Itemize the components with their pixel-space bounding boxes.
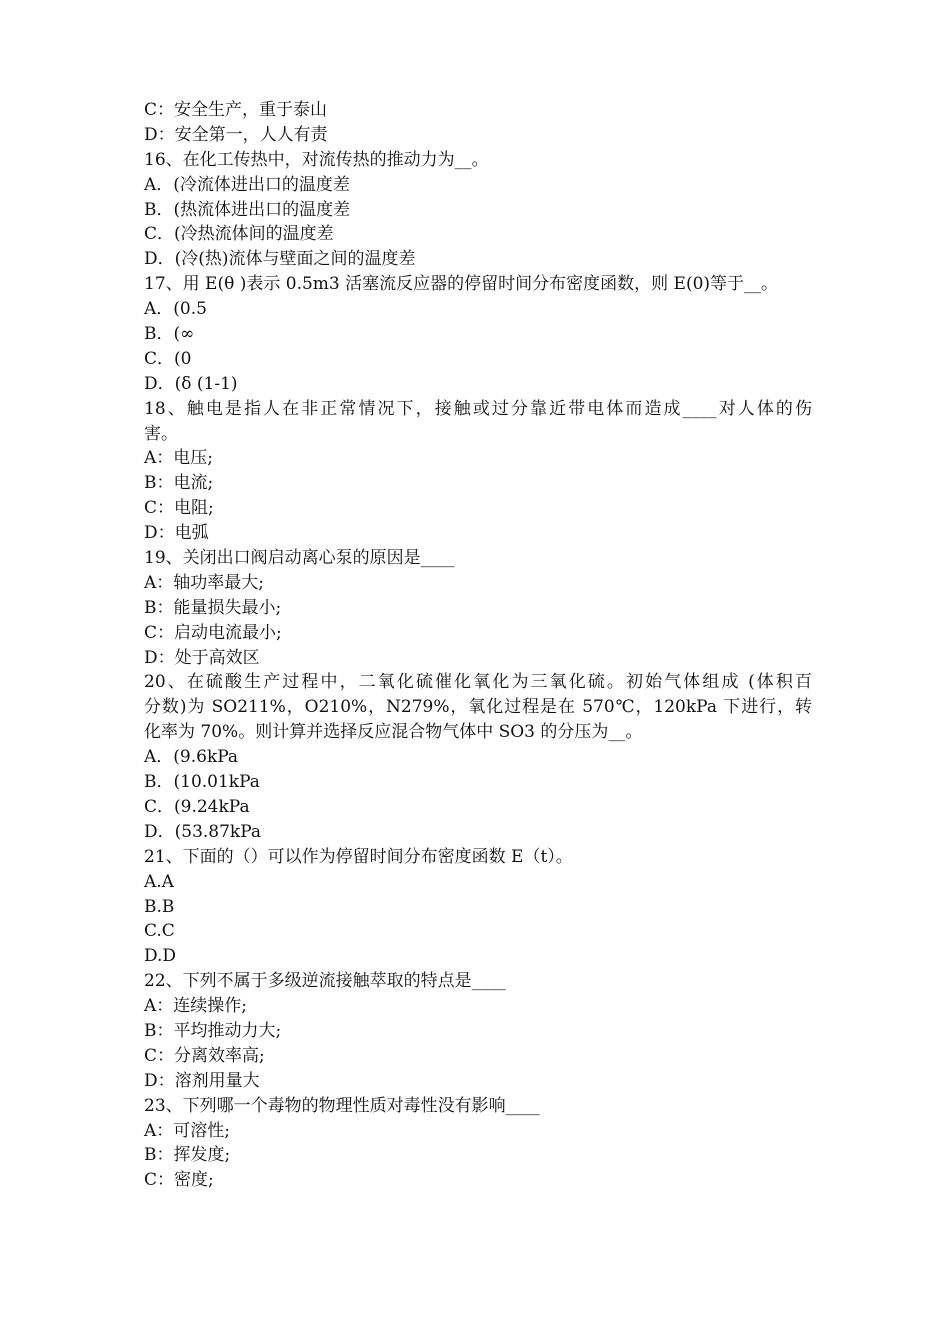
question-18-line-1: 18、触电是指人在非正常情况下，接触或过分靠近带电体而造成____对人体的伤 [144,398,812,419]
question-20-line-2: 分数)为 SO211%，O210%，N279%，氧化过程是在 570℃，120kPa 下进行，转 [144,697,812,718]
option-a-q22: A：连续操作; [144,996,248,1017]
option-b-q20: B．(10.01kPa [144,772,260,793]
option-d-q20: D．(53.87kPa [144,821,262,842]
question-18-line-2: 害。 [144,423,178,444]
option-b-q23: B：挥发度; [144,1145,231,1166]
document-page [144,98,812,1193]
question-19: 19、关闭出口阀启动离心泵的原因是____ [144,548,455,569]
option-c-q15: C：安全生产，重于泰山 [144,100,328,120]
option-b-q18: B：电流; [144,473,214,494]
question-20-line-1: 20、在硫酸生产过程中，二氧化硫催化氧化为三氧化硫。初始气体组成 (体积百 [144,672,812,693]
option-a-q17: A．(0.5 [144,299,207,320]
option-b-q16: B．(热流体进出口的温度差 [144,199,351,220]
option-c-q17: C．(0 [144,348,192,369]
option-c-q19: C：启动电流最小; [144,622,282,643]
option-d-q16: D．(冷(热)流体与壁面之间的温度差 [144,249,416,270]
option-d-q17: D．(δ (1-1) [144,373,238,394]
question-21: 21、下面的（）可以作为停留时间分布密度函数 E（t）。 [144,846,573,867]
option-b-q21: B.B [144,896,175,917]
option-c-q16: C．(冷热流体间的温度差 [144,224,334,245]
option-d-q19: D：处于高效区 [144,647,260,668]
option-a-q19: A：轴功率最大; [144,572,265,593]
option-c-q22: C：分离效率高; [144,1045,265,1066]
option-d-q15: D：安全第一，人人有责 [144,124,328,145]
option-a-q20: A．(9.6kPa [144,747,239,768]
option-a-q21: A.A [144,871,174,892]
option-c-q18: C：电阻; [144,498,214,519]
option-b-q17: B．(∞ [144,324,195,345]
option-a-q16: A．(冷流体进出口的温度差 [144,174,350,195]
question-17: 17、用 E(θ )表示 0.5m3 活塞流反应器的停留时间分布密度函数，则 E(0)等于__。 [144,274,779,295]
question-20-line-3: 化率为 70%。则计算并选择反应混合物气体中 SO3 的分压为__。 [144,722,643,743]
option-d-q21: D.D [144,946,177,967]
option-c-q21: C.C [144,921,175,942]
option-a-q23: A：可溶性; [144,1120,231,1141]
question-16: 16、在化工传热中，对流传热的推动力为__。 [144,149,489,170]
option-d-q22: D：溶剂用量大 [144,1070,260,1091]
question-23: 23、下列哪一个毒物的物理性质对毒性没有影响____ [144,1095,540,1116]
option-b-q19: B：能量损失最小; [144,597,282,618]
option-b-q22: B：平均推动力大; [144,1020,282,1041]
option-d-q18: D：电弧 [144,523,209,544]
question-22: 22、下列不属于多级逆流接触萃取的特点是____ [144,971,506,992]
option-c-q20: C．(9.24kPa [144,796,250,817]
option-c-q23: C：密度; [144,1170,214,1191]
option-a-q18: A：电压; [144,448,214,469]
